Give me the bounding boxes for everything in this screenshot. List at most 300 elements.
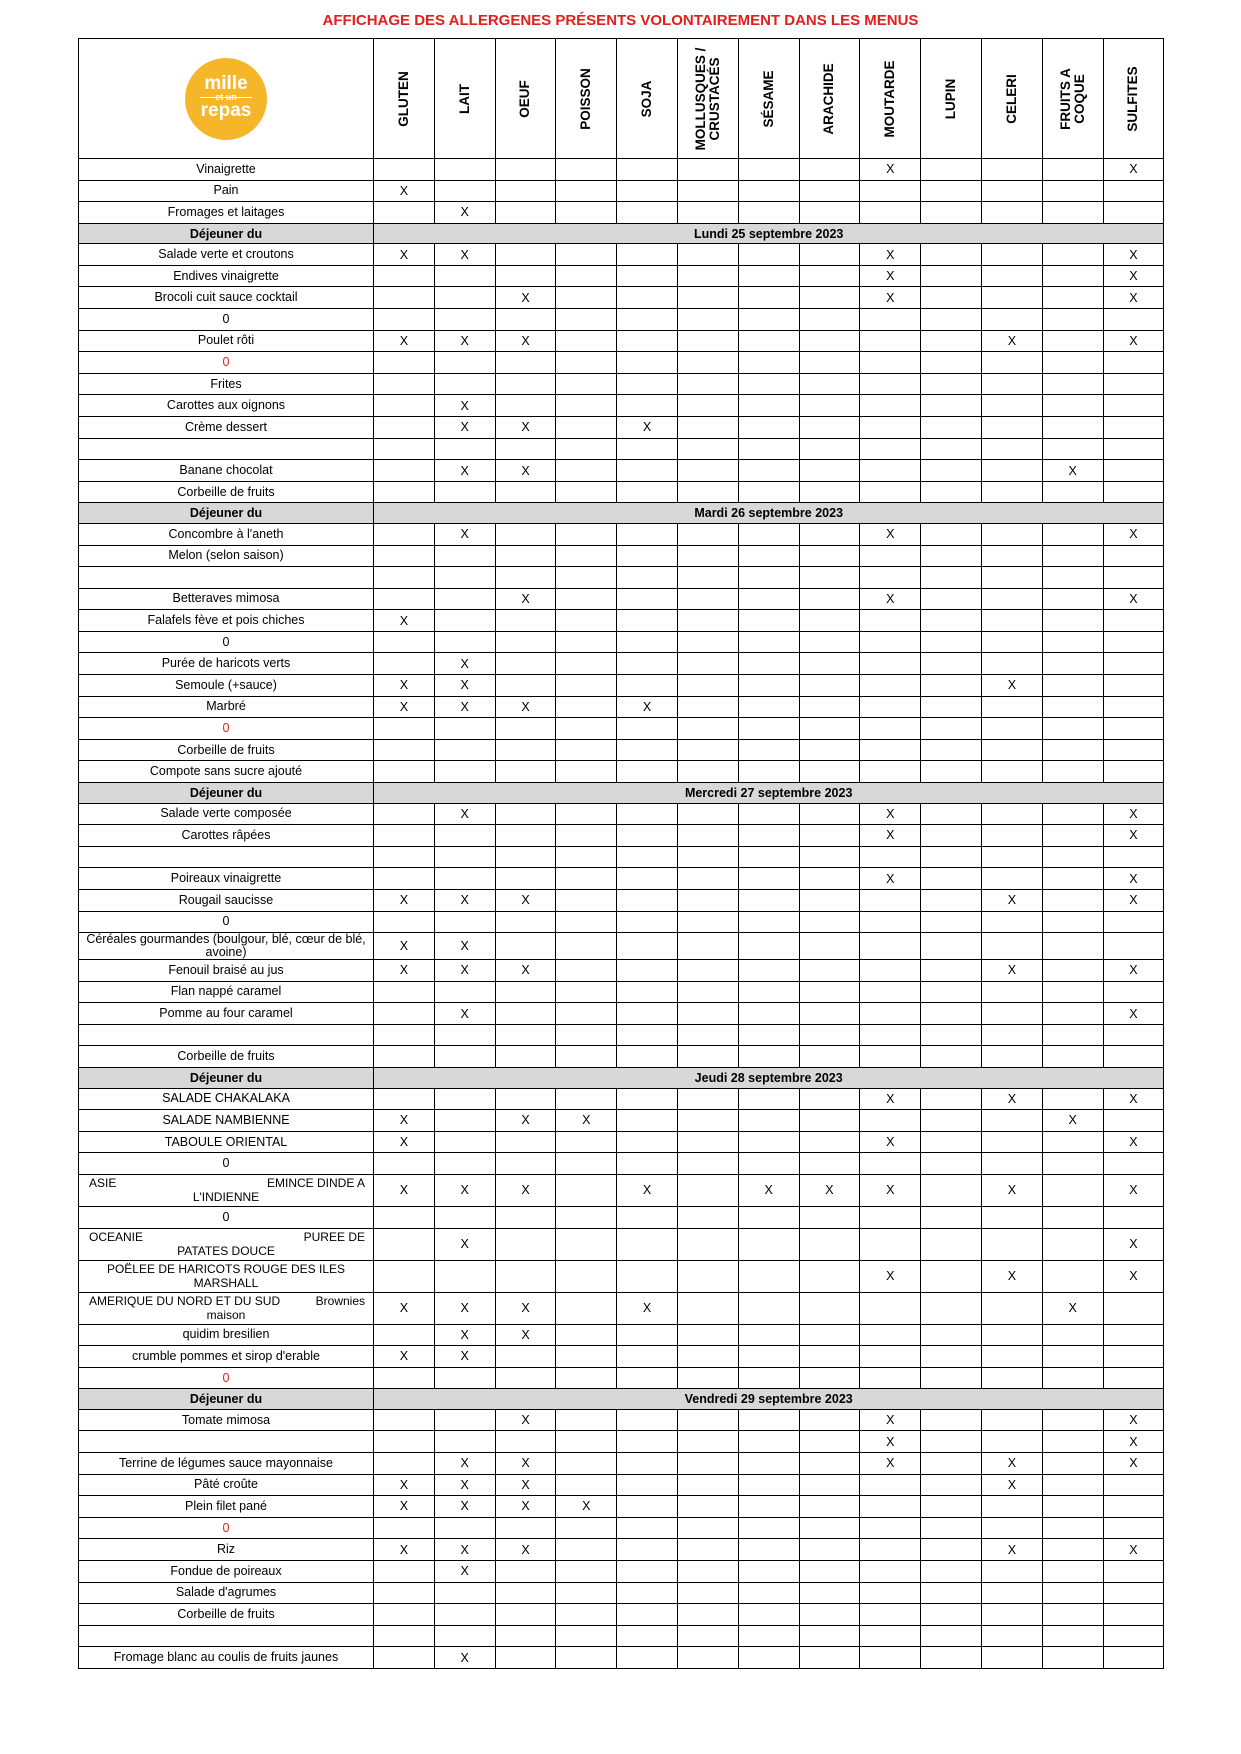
allergen-cell xyxy=(860,588,921,610)
allergen-cell xyxy=(799,1474,860,1496)
dish-name-wrap xyxy=(79,1176,373,1204)
allergen-cell xyxy=(434,1582,495,1604)
allergen-mark: X xyxy=(1129,893,1138,908)
allergen-header-poisson xyxy=(556,39,617,159)
allergen-cell xyxy=(677,1582,738,1604)
allergen-cell xyxy=(1042,761,1103,783)
allergen-cell xyxy=(799,352,860,374)
allergen-cell xyxy=(374,696,435,718)
allergen-cell xyxy=(556,1560,617,1582)
allergen-cell xyxy=(799,545,860,567)
dish-row xyxy=(79,718,1164,740)
allergen-mark: X xyxy=(521,1301,530,1316)
allergen-cell xyxy=(434,803,495,825)
allergen-cell xyxy=(617,933,678,960)
dish-name: Crème dessert xyxy=(79,417,374,439)
allergen-cell xyxy=(434,1431,495,1453)
allergen-cell xyxy=(860,1131,921,1153)
allergen-cell xyxy=(556,1604,617,1626)
allergen-cell xyxy=(677,1324,738,1346)
allergen-cell xyxy=(1042,1131,1103,1153)
allergen-cell xyxy=(1103,1582,1164,1604)
allergen-cell xyxy=(1042,202,1103,224)
allergen-mark: X xyxy=(399,1183,409,1198)
allergen-cell xyxy=(374,1539,435,1561)
allergen-mark: X xyxy=(460,1456,469,1471)
allergen-cell xyxy=(981,696,1042,718)
allergen-cell xyxy=(860,981,921,1003)
allergen-cell xyxy=(617,846,678,868)
allergen-cell xyxy=(981,1131,1042,1153)
allergen-cell xyxy=(860,1604,921,1626)
allergen-cell xyxy=(799,825,860,847)
allergen-cell xyxy=(495,265,556,287)
dish-row xyxy=(79,868,1164,890)
allergen-cell xyxy=(921,438,982,460)
allergen-cell xyxy=(374,180,435,202)
allergen-cell xyxy=(556,395,617,417)
allergen-cell xyxy=(434,309,495,331)
allergen-cell xyxy=(434,1228,495,1260)
allergen-cell xyxy=(495,1625,556,1647)
allergen-mark: X xyxy=(1129,806,1138,821)
dish-row xyxy=(79,1560,1164,1582)
dish-row xyxy=(79,1046,1164,1068)
allergen-cell xyxy=(677,438,738,460)
allergen-cell xyxy=(495,739,556,761)
allergen-label xyxy=(579,68,593,130)
allergen-cell xyxy=(677,202,738,224)
allergen-label xyxy=(1126,66,1140,131)
allergen-cell xyxy=(738,1431,799,1453)
allergen-cell xyxy=(799,309,860,331)
allergen-cell xyxy=(677,1346,738,1368)
allergen-cell xyxy=(738,481,799,503)
allergen-cell xyxy=(1042,696,1103,718)
dish-name: 0 xyxy=(79,718,374,740)
allergen-cell xyxy=(799,1409,860,1431)
allergen-cell xyxy=(799,1431,860,1453)
dish-row xyxy=(79,244,1164,266)
allergen-mark: X xyxy=(886,1413,895,1428)
allergen-cell xyxy=(374,1131,435,1153)
allergen-mark: X xyxy=(1068,1113,1077,1128)
allergen-cell xyxy=(1042,718,1103,740)
dish-name: Poireaux vinaigrette xyxy=(79,868,374,890)
dish-row xyxy=(79,803,1164,825)
allergen-cell xyxy=(860,460,921,482)
allergen-cell xyxy=(738,696,799,718)
allergen-mark: X xyxy=(1129,1006,1138,1021)
allergen-cell xyxy=(1042,1024,1103,1046)
allergen-cell xyxy=(921,761,982,783)
allergen-cell xyxy=(921,1346,982,1368)
allergen-cell xyxy=(860,825,921,847)
allergen-cell xyxy=(921,1604,982,1626)
allergen-cell xyxy=(1103,1625,1164,1647)
allergen-cell xyxy=(1103,588,1164,610)
allergen-cell xyxy=(374,1453,435,1475)
allergen-cell xyxy=(434,1003,495,1025)
allergen-label xyxy=(883,60,897,137)
allergen-cell xyxy=(981,1260,1042,1292)
allergen-cell xyxy=(556,1110,617,1132)
allergen-label-line: MOLLUSQUES / xyxy=(692,47,708,150)
allergen-cell xyxy=(860,1206,921,1228)
allergen-cell xyxy=(860,1346,921,1368)
allergen-cell xyxy=(495,1088,556,1110)
dish-name-wrap xyxy=(79,1262,373,1290)
allergen-cell xyxy=(556,889,617,911)
day-date: Lundi 25 septembre 2023 xyxy=(374,223,1164,244)
dish-name: Banane chocolat xyxy=(79,460,374,482)
allergen-mark: X xyxy=(886,1183,895,1198)
dish-row xyxy=(79,352,1164,374)
allergen-cell xyxy=(556,202,617,224)
allergen-cell xyxy=(617,1346,678,1368)
allergen-cell xyxy=(677,675,738,697)
allergen-cell xyxy=(860,761,921,783)
allergen-cell xyxy=(921,1560,982,1582)
allergen-cell xyxy=(799,1582,860,1604)
allergen-cell xyxy=(617,631,678,653)
allergen-cell xyxy=(434,911,495,933)
allergen-cell xyxy=(677,803,738,825)
allergen-cell xyxy=(860,202,921,224)
allergen-header-oeuf xyxy=(495,39,556,159)
allergen-cell xyxy=(617,523,678,545)
allergen-cell xyxy=(860,1024,921,1046)
mille-et-un-repas-logo xyxy=(185,58,267,140)
allergen-cell xyxy=(921,868,982,890)
allergen-cell xyxy=(921,352,982,374)
allergen-cell xyxy=(799,523,860,545)
allergen-mark: X xyxy=(1007,893,1017,908)
allergen-cell xyxy=(738,718,799,740)
allergen-cell xyxy=(677,1625,738,1647)
allergen-cell xyxy=(495,417,556,439)
allergen-cell xyxy=(556,911,617,933)
allergen-cell xyxy=(677,933,738,960)
allergen-cell xyxy=(921,1496,982,1518)
allergen-cell xyxy=(1103,675,1164,697)
allergen-cell xyxy=(921,846,982,868)
allergen-cell xyxy=(799,481,860,503)
dish-row xyxy=(79,696,1164,718)
allergen-cell xyxy=(860,287,921,309)
dish-row xyxy=(79,761,1164,783)
allergen-cell xyxy=(1042,417,1103,439)
allergen-cell xyxy=(495,1292,556,1324)
allergen-cell xyxy=(374,1474,435,1496)
allergen-mark: X xyxy=(886,828,895,843)
dish-name xyxy=(79,438,374,460)
allergen-cell xyxy=(921,1003,982,1025)
allergen-cell xyxy=(677,1110,738,1132)
allergen-mark: X xyxy=(460,1006,469,1021)
dish-name-left: AMERIQUE DU NORD ET DU SUD xyxy=(89,1294,281,1309)
dish-row xyxy=(79,1088,1164,1110)
allergen-cell xyxy=(1103,1346,1164,1368)
allergen-cell xyxy=(434,287,495,309)
allergen-cell xyxy=(1103,159,1164,181)
allergen-cell xyxy=(1103,1409,1164,1431)
allergen-cell xyxy=(677,567,738,589)
allergen-cell xyxy=(1042,1539,1103,1561)
allergen-cell xyxy=(860,1539,921,1561)
allergen-cell xyxy=(799,287,860,309)
allergen-cell xyxy=(799,417,860,439)
allergen-cell xyxy=(434,825,495,847)
allergen-cell xyxy=(556,653,617,675)
allergen-cell xyxy=(738,352,799,374)
allergen-mark: X xyxy=(1129,1456,1138,1471)
allergen-cell xyxy=(981,481,1042,503)
dish-name: TABOULE ORIENTAL xyxy=(79,1131,374,1153)
allergen-cell xyxy=(617,1582,678,1604)
allergen-cell xyxy=(434,981,495,1003)
allergen-mark: X xyxy=(521,1183,530,1198)
allergen-cell xyxy=(1103,523,1164,545)
dish-row xyxy=(79,202,1164,224)
allergen-cell xyxy=(434,868,495,890)
allergen-cell xyxy=(495,889,556,911)
allergen-cell xyxy=(434,481,495,503)
allergen-cell xyxy=(677,545,738,567)
allergen-cell xyxy=(921,739,982,761)
dish-row xyxy=(79,1131,1164,1153)
day-label: Déjeuner du xyxy=(79,1389,374,1410)
allergen-cell xyxy=(677,1647,738,1669)
allergen-mark: X xyxy=(521,963,530,978)
allergen-cell xyxy=(677,1539,738,1561)
allergen-cell xyxy=(1103,309,1164,331)
allergen-cell xyxy=(738,1260,799,1292)
allergen-label-line: ARACHIDE xyxy=(821,62,837,135)
allergen-cell xyxy=(981,631,1042,653)
allergen-cell xyxy=(495,460,556,482)
allergen-mark: X xyxy=(460,527,469,542)
allergen-cell xyxy=(617,653,678,675)
dish-row xyxy=(79,159,1164,181)
allergen-cell xyxy=(1042,1560,1103,1582)
allergen-cell xyxy=(556,1324,617,1346)
allergen-cell xyxy=(921,1474,982,1496)
allergen-cell xyxy=(677,1292,738,1324)
allergen-cell xyxy=(434,567,495,589)
allergen-cell xyxy=(677,653,738,675)
allergen-label-line: SULFITES xyxy=(1125,65,1141,132)
allergen-cell xyxy=(738,265,799,287)
allergen-mark: X xyxy=(1007,1183,1017,1198)
allergen-cell xyxy=(677,1046,738,1068)
allergen-cell xyxy=(1103,718,1164,740)
allergen-cell xyxy=(434,588,495,610)
allergen-cell xyxy=(374,981,435,1003)
dish-row xyxy=(79,1539,1164,1561)
allergen-cell xyxy=(374,846,435,868)
allergen-cell xyxy=(374,244,435,266)
allergen-cell xyxy=(617,287,678,309)
allergen-cell xyxy=(374,1228,435,1260)
allergen-cell xyxy=(1103,1324,1164,1346)
allergen-cell xyxy=(860,739,921,761)
allergen-cell xyxy=(1042,1206,1103,1228)
allergen-cell xyxy=(799,718,860,740)
allergen-cell xyxy=(374,653,435,675)
allergen-cell xyxy=(374,460,435,482)
allergen-cell xyxy=(434,352,495,374)
allergen-cell xyxy=(556,567,617,589)
allergen-cell xyxy=(1103,868,1164,890)
allergen-cell xyxy=(617,1409,678,1431)
allergen-cell xyxy=(738,631,799,653)
allergen-mark: X xyxy=(460,963,469,978)
allergen-cell xyxy=(981,1324,1042,1346)
allergen-mark: X xyxy=(886,162,895,177)
allergen-cell xyxy=(617,438,678,460)
allergen-cell xyxy=(738,1153,799,1175)
allergen-cell xyxy=(1103,911,1164,933)
allergen-cell xyxy=(434,1453,495,1475)
allergen-cell xyxy=(738,545,799,567)
allergen-cell xyxy=(1103,1431,1164,1453)
allergen-cell xyxy=(677,696,738,718)
allergen-cell xyxy=(981,675,1042,697)
allergen-cell xyxy=(677,352,738,374)
allergen-cell xyxy=(495,309,556,331)
allergen-cell xyxy=(495,1604,556,1626)
allergen-cell xyxy=(1042,1046,1103,1068)
allergen-cell xyxy=(374,761,435,783)
dish-name: Fromage blanc au coulis de fruits jaunes xyxy=(79,1647,374,1669)
logo-line-1: mille xyxy=(204,72,248,94)
day-date: Mardi 26 septembre 2023 xyxy=(374,503,1164,524)
allergen-cell xyxy=(374,545,435,567)
allergen-cell xyxy=(1042,1517,1103,1539)
allergen-header-fruits-a-coque xyxy=(1042,39,1103,159)
allergen-cell xyxy=(799,159,860,181)
allergen-mark: X xyxy=(521,1327,530,1342)
allergen-cell xyxy=(677,1153,738,1175)
allergen-label-line: OEUF xyxy=(517,79,533,118)
allergen-cell xyxy=(981,1453,1042,1475)
allergen-cell xyxy=(617,460,678,482)
allergen-mark: X xyxy=(460,463,469,478)
allergen-mark: X xyxy=(399,939,409,954)
allergen-cell xyxy=(374,718,435,740)
allergen-cell xyxy=(374,1292,435,1324)
allergen-cell xyxy=(434,1024,495,1046)
dish-row xyxy=(79,1496,1164,1518)
dish-name xyxy=(79,1228,374,1260)
allergen-cell xyxy=(860,1292,921,1324)
allergen-cell xyxy=(677,1367,738,1389)
allergen-header-sulfites xyxy=(1103,39,1164,159)
allergen-cell xyxy=(1042,960,1103,982)
page-title: AFFICHAGE DES ALLERGENES PRÉSENTS VOLONTAIREMENT DANS LES MENUS xyxy=(322,12,919,29)
dish-name-bottom: maison xyxy=(206,1308,246,1323)
allergen-cell xyxy=(617,1260,678,1292)
allergen-cell xyxy=(1042,523,1103,545)
allergen-cell xyxy=(1103,653,1164,675)
allergen-cell xyxy=(677,610,738,632)
allergen-mark: X xyxy=(460,398,469,413)
dish-name-right: Brownies xyxy=(315,1294,365,1309)
dish-name: Betteraves mimosa xyxy=(79,588,374,610)
allergen-cell xyxy=(1042,309,1103,331)
allergen-mark: X xyxy=(399,613,409,628)
allergen-mark: X xyxy=(886,1456,895,1471)
allergen-cell xyxy=(1042,373,1103,395)
day-date: Mercredi 27 septembre 2023 xyxy=(374,783,1164,804)
allergen-cell xyxy=(434,1174,495,1206)
allergen-cell xyxy=(495,1003,556,1025)
allergen-header-s-same xyxy=(738,39,799,159)
allergen-cell xyxy=(677,761,738,783)
allergen-cell xyxy=(860,631,921,653)
allergen-cell xyxy=(617,1367,678,1389)
allergen-cell xyxy=(495,1409,556,1431)
allergen-cell xyxy=(799,1003,860,1025)
allergen-cell xyxy=(495,352,556,374)
allergen-cell xyxy=(617,1110,678,1132)
dish-name: Fondue de poireaux xyxy=(79,1560,374,1582)
allergen-mark: X xyxy=(460,1349,469,1364)
allergen-cell xyxy=(1042,1496,1103,1518)
allergen-cell xyxy=(495,1110,556,1132)
allergen-mark: X xyxy=(886,1434,895,1449)
allergen-cell xyxy=(495,933,556,960)
allergen-cell xyxy=(799,1110,860,1132)
allergen-cell xyxy=(921,1174,982,1206)
dish-name-left: ASIE xyxy=(89,1176,117,1191)
dish-row xyxy=(79,631,1164,653)
allergen-mark: X xyxy=(521,1499,530,1514)
dish-name: Corbeille de fruits xyxy=(79,481,374,503)
allergen-cell xyxy=(799,739,860,761)
dish-name: Flan nappé caramel xyxy=(79,981,374,1003)
allergen-mark: X xyxy=(521,420,530,435)
allergen-cell xyxy=(1042,1604,1103,1626)
allergen-cell xyxy=(1103,889,1164,911)
allergen-cell xyxy=(981,395,1042,417)
allergen-cell xyxy=(495,1496,556,1518)
allergen-cell xyxy=(921,1431,982,1453)
dish-name: 0 xyxy=(79,1153,374,1175)
day-header-row xyxy=(79,503,1164,524)
allergen-mark: X xyxy=(460,1237,469,1252)
dish-name-wrap xyxy=(79,1230,373,1258)
allergen-cell xyxy=(495,1431,556,1453)
allergen-cell xyxy=(799,244,860,266)
allergen-cell xyxy=(738,1367,799,1389)
allergen-mark: X xyxy=(582,1499,591,1514)
allergen-cell xyxy=(738,1582,799,1604)
allergen-cell xyxy=(738,159,799,181)
allergen-cell xyxy=(495,180,556,202)
day-header-row xyxy=(79,223,1164,244)
allergen-mark: X xyxy=(399,1301,409,1316)
allergen-mark: X xyxy=(1129,1091,1138,1106)
allergen-cell xyxy=(556,1647,617,1669)
allergen-mark: X xyxy=(521,463,530,478)
allergen-mark: X xyxy=(399,893,409,908)
allergen-cell xyxy=(1103,287,1164,309)
allergen-cell xyxy=(1103,1517,1164,1539)
allergen-cell xyxy=(434,523,495,545)
dish-name: Compote sans sucre ajouté xyxy=(79,761,374,783)
